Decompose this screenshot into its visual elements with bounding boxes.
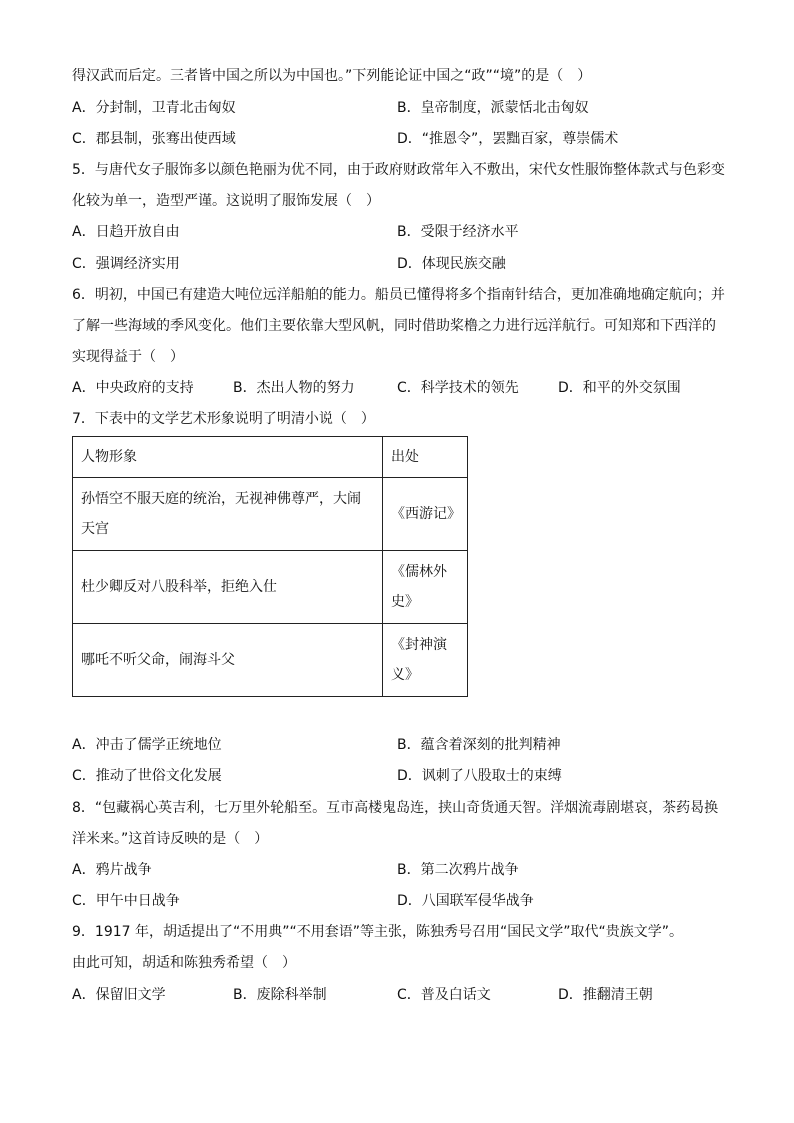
- q6-option-a: A．中央政府的支持: [72, 380, 194, 396]
- row-figure: 杜少卿反对八股科举，拒绝入仕: [73, 551, 383, 624]
- q6-option-c: C．科学技术的领先: [397, 380, 519, 396]
- row-source: 《封神演义》: [383, 624, 468, 697]
- q5-stem-line-2: 化较为单一，造型严谨。这说明了服饰发展（ ）: [72, 193, 380, 209]
- q5-option-d: D．体现民族交融: [397, 256, 506, 272]
- q7-option-b: B．蕴含着深刻的批判精神: [397, 737, 561, 753]
- q4-option-b: B．皇帝制度，派蒙恬北击匈奴: [397, 100, 589, 116]
- q5-option-a: A．日趋开放自由: [72, 224, 180, 240]
- q5-stem-line-1: 5．与唐代女子服饰多以颜色艳丽为优不同，由于政府财政常年入不敷出，宋代女性服饰整体款式与色彩变: [72, 162, 725, 178]
- q7-option-c: C．推动了世俗文化发展: [72, 768, 222, 784]
- q9-stem-line-1: 9．1917 年，胡适提出了“不用典”“不用套语”等主张，陈独秀号召用“国民文学”取代“贵族文学”。: [72, 924, 684, 940]
- q7-option-a: A．冲击了儒学正统地位: [72, 737, 222, 753]
- q9-option-a: A．保留旧文学: [72, 987, 166, 1003]
- q6-option-d: D．和平的外交氛围: [558, 380, 681, 396]
- row-figure: 哪吒不听父命，闹海斗父: [73, 624, 383, 697]
- q7-option-d: D．讽刺了八股取士的束缚: [397, 768, 562, 784]
- q9-stem-line-2: 由此可知，胡适和陈独秀希望（ ）: [72, 955, 296, 971]
- q8-option-d: D．八国联军侵华战争: [397, 893, 534, 909]
- row-source: 《儒林外史》: [383, 551, 468, 624]
- q9-option-d: D．推翻清王朝: [558, 987, 653, 1003]
- q6-stem-line-1: 6．明初，中国已有建造大吨位远洋船舶的能力。船员已懂得将多个指南针结合，更加准确地确定航向；并: [72, 287, 725, 303]
- q8-option-c: C．甲午中日战争: [72, 893, 180, 909]
- header-figure: 人物形象: [73, 437, 383, 478]
- row-source: 《西游记》: [383, 478, 468, 551]
- table-row: [73, 551, 468, 624]
- literature-table: [72, 436, 468, 697]
- header-source: 出处: [383, 437, 468, 478]
- table-header-row: [73, 437, 468, 478]
- q8-stem-line-2: 洋米来。”这首诗反映的是（ ）: [72, 831, 269, 847]
- q6-stem-line-2: 了解一些海域的季风变化。他们主要依靠大型风帆，同时借助桨橹之力进行远洋航行。可知郑和下西洋的: [72, 318, 716, 334]
- q7-stem: 7．下表中的文学艺术形象说明了明清小说（ ）: [72, 411, 375, 427]
- table-row: [73, 624, 468, 697]
- q6-stem-line-3: 实现得益于（ ）: [72, 349, 184, 365]
- question-4-stem-fragment: 得汉武而后定。三者皆中国之所以为中国也。”下列能论证中国之“政”“境”的是（ ）: [72, 68, 592, 84]
- table-row: [73, 478, 468, 551]
- row-figure: 孙悟空不服天庭的统治，无视神佛尊严，大闹天宫: [73, 478, 383, 551]
- q4-option-d: D．“推恩令”，罢黜百家，尊崇儒术: [397, 131, 619, 147]
- q8-stem-line-1: 8．“包藏祸心英吉利，七万里外轮船至。互市高楼鬼岛连，挟山奇货通天智。洋烟流毒剧堪哀，茶药曷换: [72, 800, 719, 816]
- q4-option-a: A．分封制，卫青北击匈奴: [72, 100, 236, 116]
- q9-option-c: C．普及白话文: [397, 987, 491, 1003]
- q5-option-b: B．受限于经济水平: [397, 224, 519, 240]
- q9-option-b: B．废除科举制: [233, 987, 327, 1003]
- q8-option-a: A．鸦片战争: [72, 862, 152, 878]
- q6-option-b: B．杰出人物的努力: [233, 380, 355, 396]
- q4-option-c: C．郡县制，张骞出使西域: [72, 131, 236, 147]
- q8-option-b: B．第二次鸦片战争: [397, 862, 519, 878]
- q5-option-c: C．强调经济实用: [72, 256, 180, 272]
